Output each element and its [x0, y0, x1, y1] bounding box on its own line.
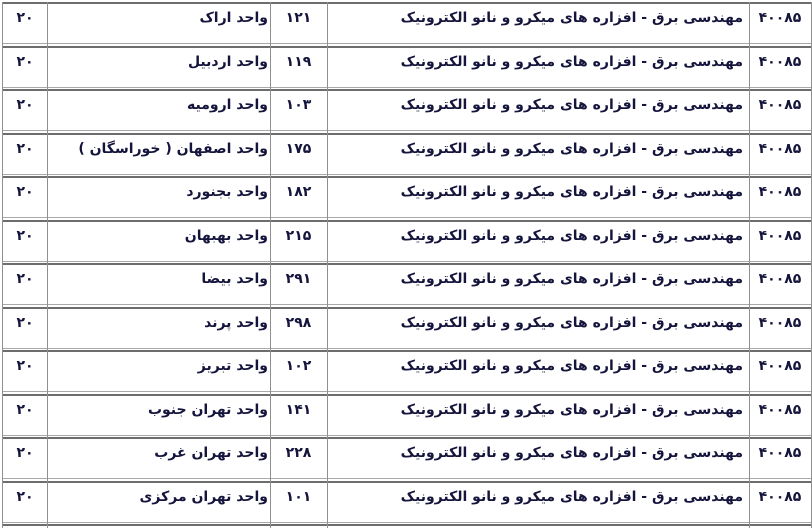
table-row [3, 394, 811, 436]
table-row [3, 481, 811, 523]
unit-name-cell: واحد تبریز [197, 358, 268, 374]
column-divider [47, 2, 48, 528]
unit-name-cell: واحد اراک [199, 10, 268, 26]
capacity-cell: ۲۰ [16, 488, 34, 505]
unit-name-cell: واحد تهران جنوب [147, 401, 268, 418]
unit-code-cell: ۱۰۲ [285, 358, 312, 374]
field-name-cell: مهندسی برق - افزاره های میکرو و نانو الکترونیک [400, 140, 743, 157]
unit-code-cell: ۱۷۵ [285, 140, 312, 157]
field-code-cell: ۴۰۰۸۵ [758, 53, 802, 70]
capacity-cell: ۲۰ [16, 445, 34, 461]
field-code-cell: ۴۰۰۸۵ [758, 445, 802, 461]
field-name-cell: مهندسی برق - افزاره های میکرو و نانو الکترونیک [400, 53, 743, 70]
unit-code-cell: ۲۲۸ [285, 445, 312, 461]
unit-name-cell: واحد بجنورد [186, 184, 268, 200]
field-name-cell: مهندسی برق - افزاره های میکرو و نانو الکترونیک [400, 184, 743, 200]
table-row [3, 220, 811, 262]
field-code-cell: ۴۰۰۸۵ [758, 97, 802, 113]
unit-code-cell: ۱۱۹ [285, 53, 312, 70]
field-code-cell: ۴۰۰۸۵ [758, 271, 802, 287]
field-code-cell: ۴۰۰۸۵ [758, 488, 802, 505]
column-divider [327, 2, 328, 528]
unit-code-cell: ۱۲۱ [285, 10, 312, 26]
capacity-cell: ۲۰ [16, 53, 34, 70]
field-name-cell: مهندسی برق - افزاره های میکرو و نانو الکترونیک [400, 445, 743, 461]
capacity-cell: ۲۰ [16, 184, 34, 200]
unit-code-cell: ۱۴۱ [285, 401, 312, 418]
field-code-cell: ۴۰۰۸۵ [758, 358, 802, 374]
capacity-cell: ۲۰ [16, 401, 34, 418]
unit-code-cell: ۱۰۳ [285, 97, 312, 113]
unit-name-cell: واحد اردبیل [187, 53, 268, 70]
unit-name-cell: واحد اصفهان ( خوراسگان ) [78, 140, 268, 157]
field-code-cell: ۴۰۰۸۵ [758, 140, 802, 157]
capacity-cell: ۲۰ [16, 97, 34, 113]
table-row [3, 46, 811, 88]
unit-name-cell: واحد ارومیه [187, 97, 268, 113]
field-name-cell: مهندسی برق - افزاره های میکرو و نانو الکترونیک [400, 314, 743, 331]
capacity-cell: ۲۰ [16, 140, 34, 157]
unit-code-cell: ۱۰۱ [285, 488, 312, 505]
table-row [3, 89, 811, 131]
field-code-cell: ۴۰۰۸۵ [758, 227, 802, 244]
table-row [3, 176, 811, 218]
unit-code-cell: ۱۸۲ [285, 184, 312, 200]
field-name-cell: مهندسی برق - افزاره های میکرو و نانو الکترونیک [400, 488, 743, 505]
field-name-cell: مهندسی برق - افزاره های میکرو و نانو الکترونیک [400, 227, 743, 244]
capacity-cell: ۲۰ [16, 227, 34, 244]
field-code-cell: ۴۰۰۸۵ [758, 10, 802, 26]
table-row [3, 133, 811, 175]
unit-name-cell: واحد بیضا [201, 271, 268, 287]
table-row [3, 2, 811, 44]
unit-name-cell: واحد پرند [204, 314, 268, 331]
unit-code-cell: ۲۹۸ [285, 314, 312, 331]
column-divider [749, 2, 750, 528]
unit-name-cell: واحد بهبهان [184, 227, 268, 244]
field-code-cell: ۴۰۰۸۵ [758, 184, 802, 200]
table-row [3, 350, 811, 392]
admission-capacity-table [2, 2, 812, 528]
column-divider [270, 2, 271, 528]
unit-code-cell: ۲۱۵ [285, 227, 312, 244]
field-name-cell: مهندسی برق - افزاره های میکرو و نانو الکترونیک [400, 97, 743, 113]
capacity-cell: ۲۰ [16, 10, 34, 26]
field-name-cell: مهندسی برق - افزاره های میکرو و نانو الکترونیک [400, 401, 743, 418]
capacity-cell: ۲۰ [16, 314, 34, 331]
unit-name-cell: واحد تهران مرکزی [139, 488, 268, 505]
capacity-cell: ۲۰ [16, 271, 34, 287]
table-row [3, 437, 811, 479]
field-name-cell: مهندسی برق - افزاره های میکرو و نانو الکترونیک [400, 358, 743, 374]
table-row [3, 263, 811, 305]
unit-code-cell: ۲۹۱ [285, 271, 312, 287]
field-code-cell: ۴۰۰۸۵ [758, 314, 802, 331]
field-name-cell: مهندسی برق - افزاره های میکرو و نانو الکترونیک [400, 271, 743, 287]
capacity-cell: ۲۰ [16, 358, 34, 374]
partial-next-row [3, 524, 811, 532]
field-code-cell: ۴۰۰۸۵ [758, 401, 802, 418]
table-row [3, 307, 811, 349]
field-name-cell: مهندسی برق - افزاره های میکرو و نانو الکترونیک [400, 10, 743, 26]
unit-name-cell: واحد تهران غرب [154, 445, 268, 461]
